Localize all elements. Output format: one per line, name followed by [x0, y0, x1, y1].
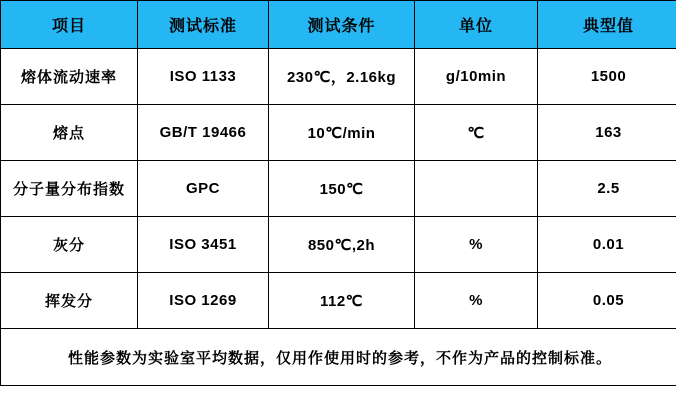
cell-item: 熔体流动速率	[1, 49, 138, 105]
table-row	[1, 273, 676, 329]
column-header-typical-value: 典型值	[538, 1, 676, 49]
cell-typical-value: 0.05	[538, 273, 676, 329]
cell-test-condition: 230℃，2.16kg	[269, 49, 415, 105]
cell-test-condition: 150℃	[269, 161, 415, 217]
cell-unit	[415, 161, 538, 217]
cell-item: 熔点	[1, 105, 138, 161]
table-header	[1, 1, 676, 49]
cell-test-standard: ISO 1133	[138, 49, 269, 105]
cell-item: 分子量分布指数	[1, 161, 138, 217]
cell-test-standard: GB/T 19466	[138, 105, 269, 161]
header-row	[1, 1, 676, 49]
cell-test-standard: ISO 1269	[138, 273, 269, 329]
cell-test-condition: 112℃	[269, 273, 415, 329]
cell-item: 挥发分	[1, 273, 138, 329]
cell-typical-value: 0.01	[538, 217, 676, 273]
cell-unit: %	[415, 273, 538, 329]
table-body	[1, 49, 676, 386]
column-header-item: 项目	[1, 1, 138, 49]
footnote-row	[1, 329, 676, 386]
cell-typical-value: 2.5	[538, 161, 676, 217]
column-header-test-condition: 测试条件	[269, 1, 415, 49]
cell-typical-value: 1500	[538, 49, 676, 105]
cell-unit: ℃	[415, 105, 538, 161]
cell-unit: %	[415, 217, 538, 273]
table-row	[1, 161, 676, 217]
table-row	[1, 49, 676, 105]
table-row	[1, 217, 676, 273]
column-header-test-standard: 测试标准	[138, 1, 269, 49]
cell-test-condition: 10℃/min	[269, 105, 415, 161]
table-row	[1, 105, 676, 161]
cell-typical-value: 163	[538, 105, 676, 161]
cell-test-standard: GPC	[138, 161, 269, 217]
cell-test-condition: 850℃,2h	[269, 217, 415, 273]
cell-test-standard: ISO 3451	[138, 217, 269, 273]
footnote-text: 性能参数为实验室平均数据，仅用作使用时的参考，不作为产品的控制标准。	[1, 329, 676, 386]
cell-item: 灰分	[1, 217, 138, 273]
column-header-unit: 单位	[415, 1, 538, 49]
cell-unit: g/10min	[415, 49, 538, 105]
